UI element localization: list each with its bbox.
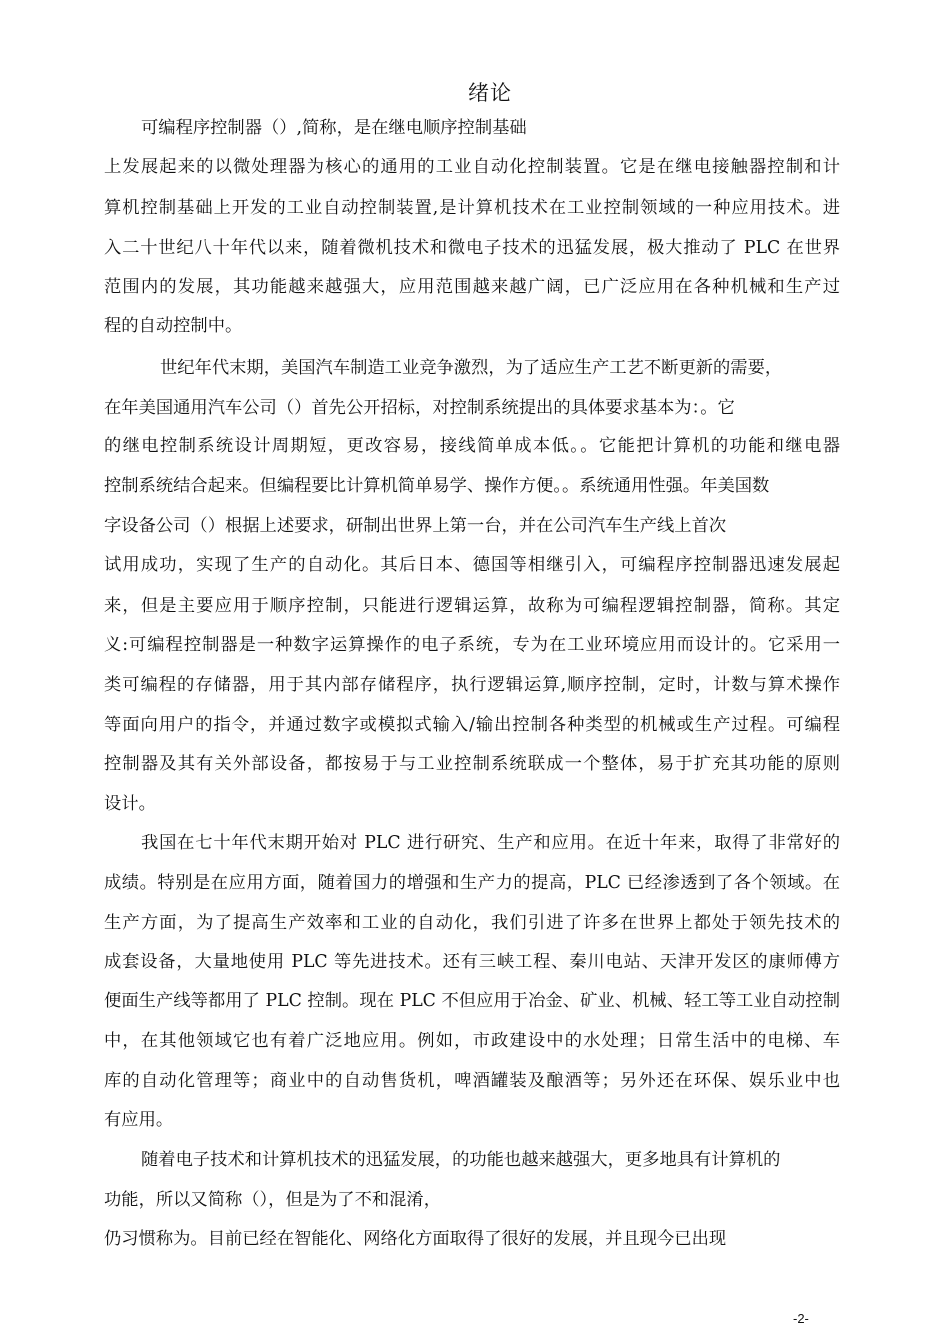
page-title: 绪论 — [468, 81, 512, 105]
text-line: 库的自动化管理等；商业中的自动售货机，啤酒罐装及酿酒等；另外还在环保、娱乐业中也 — [104, 1071, 840, 1091]
text-line: 功能，所以又简称（），但是为了不和混淆， — [104, 1190, 441, 1210]
text-line: 范围内的发展，其功能越来越强大，应用范围越来越广阔，已广泛应用在各种机械和生产过 — [104, 277, 840, 297]
text-line: 试用成功，实现了生产的自动化。其后日本、德国等相继引入，可编程序控制器迅速发展起 — [104, 555, 840, 575]
text-line: 在年美国通用汽车公司（）首先公开招标，对控制系统提出的具体要求基本为：。它 — [104, 398, 735, 418]
text-line: 算机控制基础上开发的工业自动控制装置,是计算机技术在工业控制领域的一种应用技术。进 — [104, 198, 840, 218]
text-line: 程的自动控制中。 — [104, 316, 243, 336]
text-line: 有应用。 — [104, 1110, 174, 1130]
text-line: 等面向用户的指令，并通过数字或模拟式输入/输出控制各种类型的机械或生产过程。可编程 — [104, 715, 840, 735]
text-line: 随着电子技术和计算机技术的迅猛发展，的功能也越来越强大，更多地具有计算机的 — [141, 1150, 781, 1170]
text-line: 的继电控制系统设计周期短，更改容易，接线简单成本低。。它能把计算机的功能和继电器 — [104, 436, 840, 456]
text-line: 可编程序控制器（）,简称，是在继电顺序控制基础 — [141, 118, 527, 138]
text-line: 义:可编程控制器是一种数字运算操作的电子系统，专为在工业环境应用而设计的。它采用一 — [104, 635, 840, 655]
text-line: 中，在其他领域它也有着广泛地应用。例如，市政建设中的水处理；日常生活中的电梯、车 — [104, 1031, 840, 1051]
text-line: 设计。 — [104, 794, 156, 814]
text-line: 成绩。特别是在应用方面，随着国力的增强和生产力的提高，PLC 已经渗透到了各个领域。在 — [104, 873, 840, 893]
text-line: 成套设备，大量地使用 PLC 等先进技术。还有三峡工程、秦川电站、天津开发区的康师傅方 — [104, 952, 840, 972]
text-line: 世纪年代末期，美国汽车制造工业竞争激烈，为了适应生产工艺不断更新的需要， — [160, 358, 783, 378]
text-line: 类可编程的存储器，用于其内部存储程序，执行逻辑运算,顺序控制，定时，计数与算术操作 — [104, 675, 840, 695]
text-line: 我国在七十年代末期开始对 PLC 进行研究、生产和应用。在近十年来，取得了非常好的 — [141, 833, 840, 853]
text-line: 生产方面，为了提高生产效率和工业的自动化，我们引进了许多在世界上都处于领先技术的 — [104, 913, 840, 933]
text-line: 控制系统结合起来。但编程要比计算机简单易学、操作方便。。系统通用性强。年美国数 — [104, 476, 770, 496]
text-line: 上发展起来的以微处理器为核心的通用的工业自动化控制装置。它是在继电接触器控制和计 — [104, 157, 840, 177]
text-line: 来，但是主要应用于顺序控制，只能进行逻辑运算，故称为可编程逻辑控制器，简称。其定 — [104, 596, 840, 616]
text-line: 控制器及其有关外部设备，都按易于与工业控制系统联成一个整体，易于扩充其功能的原则 — [104, 754, 840, 774]
text-line: 便面生产线等都用了 PLC 控制。现在 PLC 不但应用于冶金、矿业、机械、轻工等工业自动控制 — [104, 991, 840, 1011]
text-line: 入二十世纪八十年代以来，随着微机技术和微电子技术的迅猛发展，极大推动了 PLC 在世界 — [104, 238, 840, 258]
text-line: 字设备公司（）根据上述要求，研制出世界上第一台，并在公司汽车生产线上首次 — [104, 516, 727, 536]
page-number: -2- — [793, 1311, 809, 1326]
text-line: 仍习惯称为。目前已经在智能化、网络化方面取得了很好的发展，并且现今已出现 — [104, 1229, 727, 1249]
